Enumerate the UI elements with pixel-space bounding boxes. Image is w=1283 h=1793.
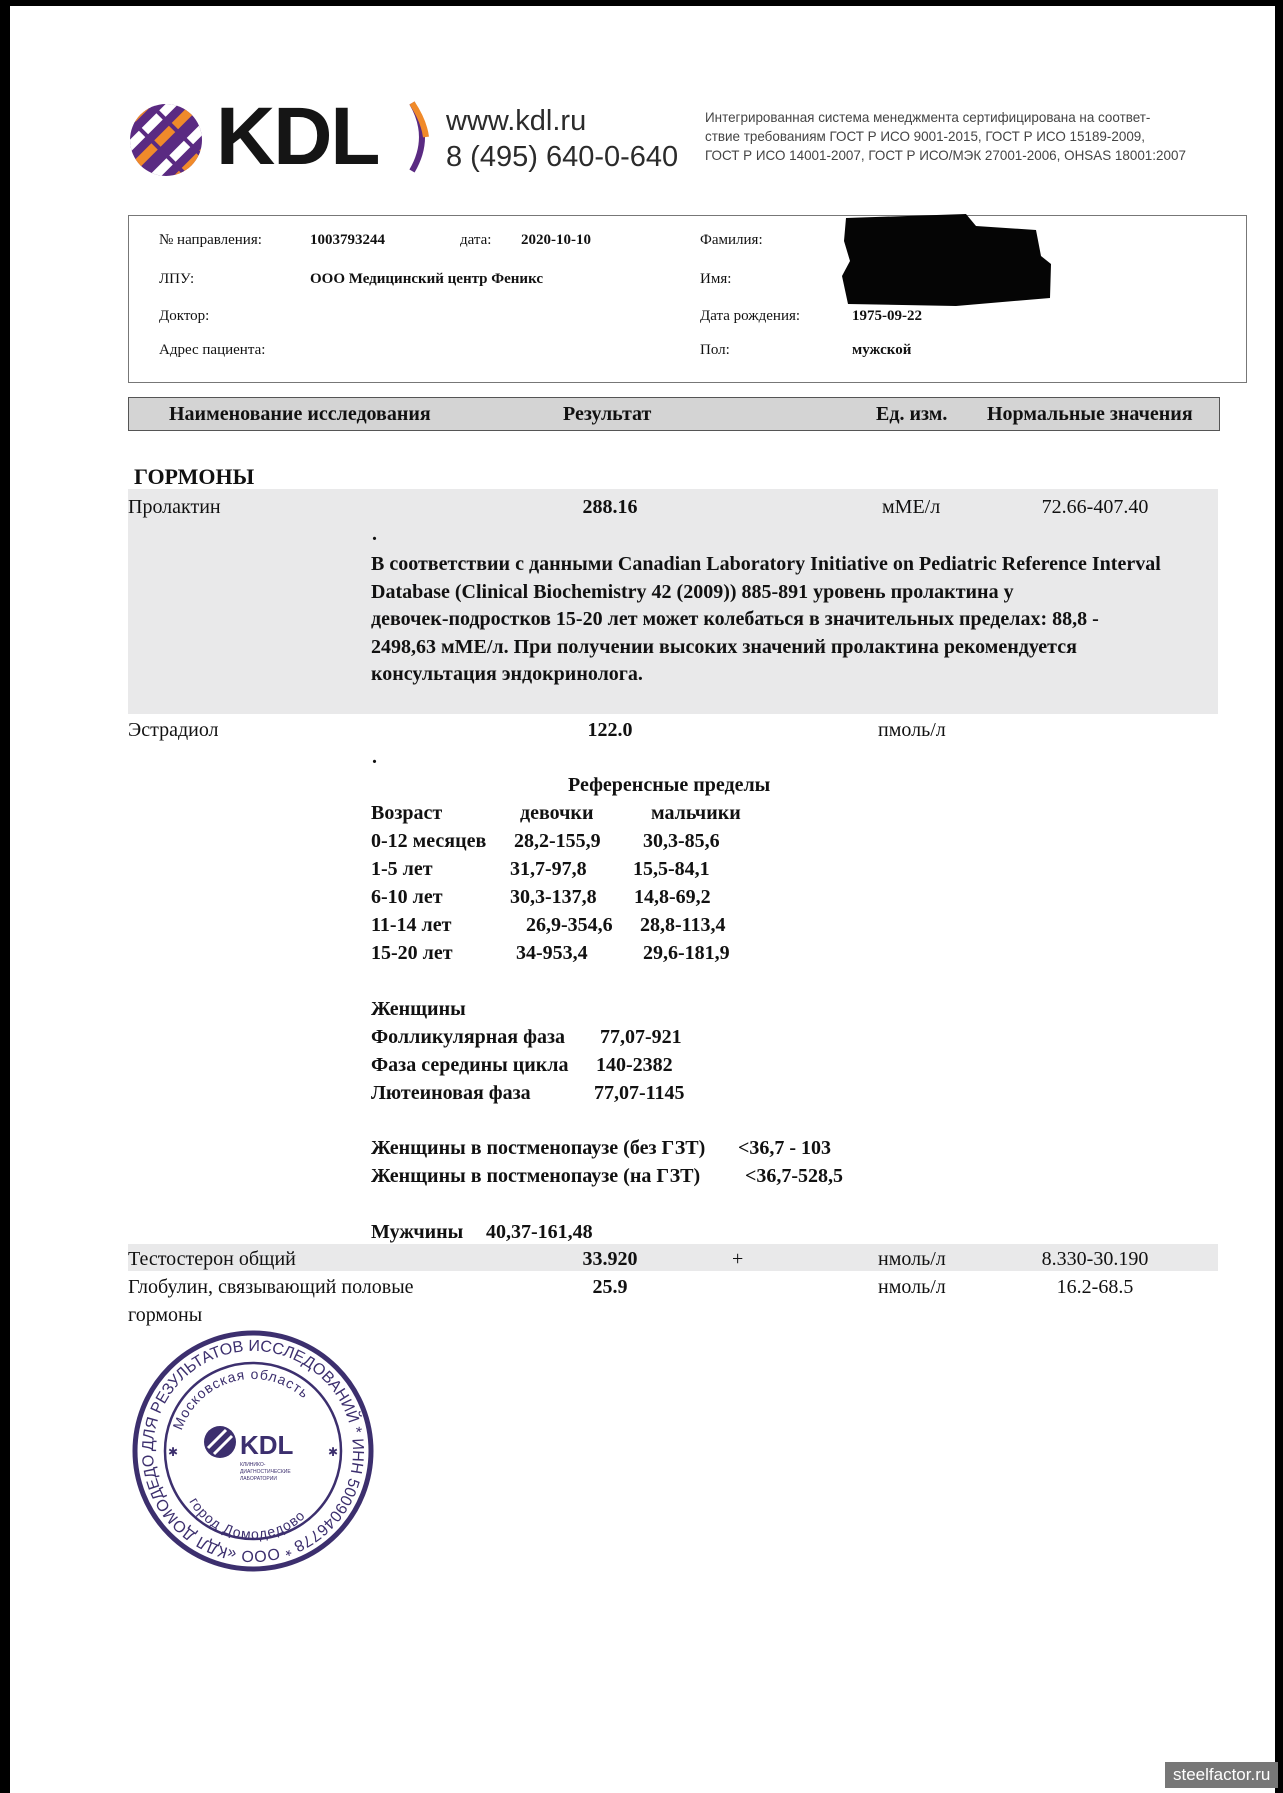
certification-text: Интегрированная система менеджмента сертифицирована на соответ- ствие требованиям ГОСТ Р ИСО 9001-2015, ГОСТ Р ИСО 15189-2009, ГОСТ Р ИСО 14001-2007, ГОСТ Р ИСО/МЭК 27001-2006, OHSAS 18001:2007 bbox=[705, 109, 1186, 163]
shbg-result: 25.9 bbox=[592, 1276, 628, 1298]
age-row-boys: 14,8-69,2 bbox=[634, 886, 711, 908]
age-row-girls: 30,3-137,8 bbox=[510, 886, 597, 908]
age-row: 11-14 лет bbox=[371, 914, 452, 936]
redaction-mark bbox=[836, 206, 1058, 316]
brand-logo-text: KDL bbox=[216, 91, 379, 182]
lpu-label: ЛПУ: bbox=[159, 271, 195, 287]
prolactin-name: Пролактин bbox=[128, 496, 221, 518]
stamp-subtitle: ЛАБОРАТОРИИ bbox=[240, 1476, 277, 1482]
stamp-subtitle: КЛИНИКО- bbox=[240, 1462, 266, 1468]
watermark: steelfactor.ru bbox=[1165, 1762, 1278, 1788]
section-title: ГОРМОНЫ bbox=[134, 464, 255, 489]
column-header-result: Результат bbox=[563, 403, 652, 425]
girls-header: девочки bbox=[520, 802, 594, 824]
testosterone-norm: 8.330-30.190 bbox=[1041, 1248, 1149, 1270]
stamp-city-text: город Домодедово bbox=[186, 1494, 309, 1543]
chevron-right-icon bbox=[406, 101, 436, 173]
age-row: 15-20 лет bbox=[371, 942, 453, 964]
birth-date-value: 1975-09-22 bbox=[852, 308, 922, 324]
age-row-girls: 26,9-354,6 bbox=[526, 914, 613, 936]
stamp-region-text: Московская область bbox=[169, 1365, 313, 1432]
column-header-norm: Нормальные значения bbox=[987, 403, 1193, 425]
address-label: Адрес пациента: bbox=[159, 342, 266, 358]
testosterone-name: Тестостерон общий bbox=[128, 1248, 296, 1270]
postmenopause-label: Женщины в постменопаузе (без ГЗТ) bbox=[371, 1137, 706, 1159]
estradiol-name: Эстрадиол bbox=[128, 719, 219, 741]
age-row-boys: 30,3-85,6 bbox=[643, 830, 720, 852]
column-header-unit: Ед. изм. bbox=[876, 403, 948, 425]
patient-info-box bbox=[128, 215, 1247, 383]
testosterone-unit: нмоль/л bbox=[878, 1248, 946, 1270]
lpu-value: ООО Медицинский центр Феникс bbox=[310, 271, 544, 287]
prolactin-note: В соответствии с данными Canadian Laboratory Initiative on Pediatric Reference Interval Database (Clinical Biochemistry 42 (2009)) 885-891 уровень пролактина у девочек-подростков 15-20 лет может колебаться в значительных пределах: 88,8 - 2498,63 мМЕ/л. При получении высоких значений пролактина рекомендуется консультация эндокринолога. bbox=[371, 553, 1161, 685]
sex-label: Пол: bbox=[700, 342, 730, 358]
prolactin-dot: . bbox=[372, 523, 377, 545]
doctor-label: Доктор: bbox=[159, 308, 210, 324]
age-row: 0-12 месяцев bbox=[371, 830, 487, 852]
reference-title: Референсные пределы bbox=[568, 774, 771, 796]
age-row: 6-10 лет bbox=[371, 886, 443, 908]
women-phase: Фолликулярная фаза bbox=[371, 1026, 566, 1048]
stamp-logo-text: KDL bbox=[240, 1430, 294, 1460]
age-row-girls: 28,2-155,9 bbox=[514, 830, 601, 852]
age-row-boys: 29,6-181,9 bbox=[643, 942, 730, 964]
postmenopause-value: <36,7 - 103 bbox=[738, 1137, 832, 1159]
women-phase: Фаза середины цикла bbox=[371, 1054, 569, 1076]
testosterone-flag: + bbox=[732, 1248, 744, 1270]
stamp-star-icon: ✱ bbox=[168, 1445, 179, 1459]
postmenopause-value: <36,7-528,5 bbox=[745, 1165, 844, 1187]
shbg-unit: нмоль/л bbox=[878, 1276, 946, 1298]
surname-label: Фамилия: bbox=[700, 232, 763, 248]
women-title: Женщины bbox=[371, 998, 466, 1020]
birth-date-label: Дата рождения: bbox=[700, 308, 801, 324]
sex-value: мужской bbox=[852, 342, 912, 358]
phone: 8 (495) 640-0-640 bbox=[446, 141, 679, 173]
referral-label: № направления: bbox=[159, 232, 262, 248]
age-row-girls: 31,7-97,8 bbox=[510, 858, 587, 880]
prolactin-result: 288.16 bbox=[582, 496, 638, 518]
age-row: 1-5 лет bbox=[371, 858, 433, 880]
shbg-name-cont: гормоны bbox=[128, 1304, 203, 1326]
date-label: дата: bbox=[460, 232, 492, 248]
men-value: 40,37-161,48 bbox=[486, 1221, 593, 1243]
estradiol-unit: пмоль/л bbox=[878, 719, 946, 741]
estradiol-dot: . bbox=[372, 746, 377, 768]
men-label: Мужчины bbox=[371, 1221, 464, 1243]
age-row-boys: 28,8-113,4 bbox=[640, 914, 726, 936]
prolactin-norm: 72.66-407.40 bbox=[1041, 496, 1149, 518]
stamp-star-icon: ✱ bbox=[328, 1445, 339, 1459]
age-header: Возраст bbox=[371, 802, 443, 824]
name-label: Имя: bbox=[700, 271, 732, 287]
testosterone-result: 33.920 bbox=[582, 1248, 638, 1270]
document-page bbox=[10, 6, 1275, 1793]
estradiol-result: 122.0 bbox=[587, 719, 633, 741]
age-row-girls: 34-953,4 bbox=[516, 942, 588, 964]
prolactin-unit: мМЕ/л bbox=[882, 496, 941, 518]
kdl-logo-icon bbox=[126, 100, 206, 180]
women-phase-value: 77,07-1145 bbox=[594, 1082, 685, 1104]
stamp-subtitle: ДИАГНОСТИЧЕСКИЕ bbox=[240, 1469, 291, 1475]
women-phase-value: 77,07-921 bbox=[600, 1026, 682, 1048]
shbg-name: Глобулин, связывающий половые bbox=[128, 1276, 414, 1298]
stamp-outer-text: ДЛЯ РЕЗУЛЬТАТОВ ИССЛЕДОВАНИЙ * ИНН 5009046778 * ООО «КДЛ ДОМОДЕДО bbox=[139, 1337, 367, 1565]
column-header-name: Наименование исследования bbox=[169, 403, 431, 425]
boys-header: мальчики bbox=[651, 802, 741, 824]
website: www.kdl.ru bbox=[446, 105, 587, 137]
organization-stamp bbox=[128, 1326, 378, 1576]
referral-value: 1003793244 bbox=[310, 232, 385, 248]
date-value: 2020-10-10 bbox=[521, 232, 591, 248]
postmenopause-label: Женщины в постменопаузе (на ГЗТ) bbox=[371, 1165, 701, 1187]
table-header bbox=[128, 397, 1220, 431]
women-phase: Лютеиновая фаза bbox=[371, 1082, 531, 1104]
shbg-norm: 16.2-68.5 bbox=[1056, 1276, 1134, 1298]
age-row-boys: 15,5-84,1 bbox=[633, 858, 710, 880]
women-phase-value: 140-2382 bbox=[596, 1054, 673, 1076]
